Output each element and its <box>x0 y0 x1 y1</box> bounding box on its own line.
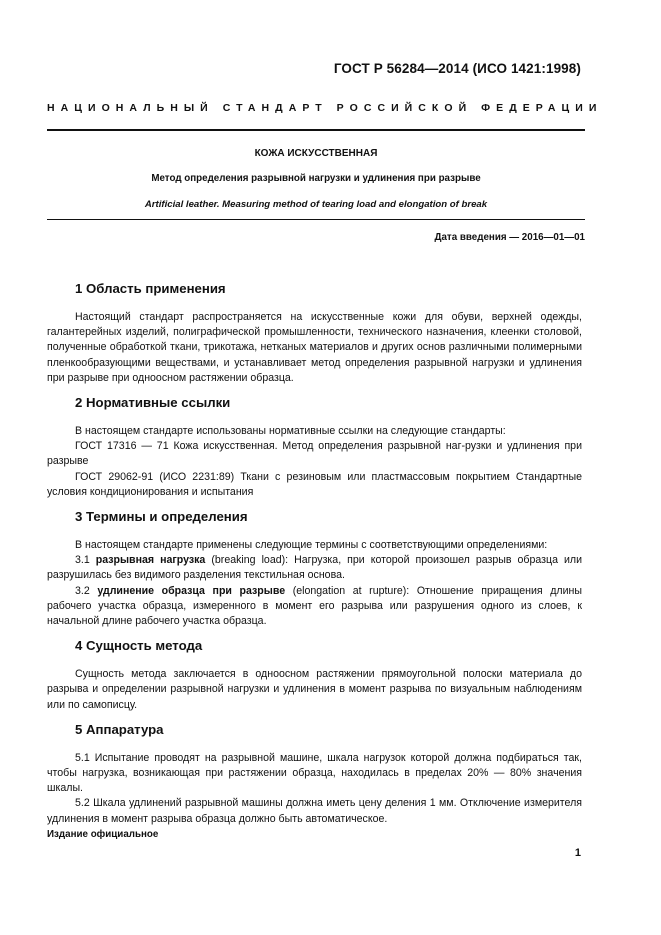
document-title: КОЖА ИСКУССТВЕННАЯ <box>254 148 378 159</box>
section-heading: 4 Сущность метода <box>75 638 203 654</box>
paragraph: Сущность метода заключается в одноосном растяжении прямоугольной полоски материала до разрыва и определении разрывной нагрузки и удлинения в момент разрыва по визуальным наблюдениям или по самописцу. <box>47 668 582 711</box>
paragraph: В настоящем стандарте использованы нормативные ссылки на следующие стандарты: <box>75 425 506 438</box>
term-definition <box>47 584 582 630</box>
section-references <box>47 394 582 500</box>
section-heading: 1 Область применения <box>75 281 226 296</box>
term-number: 3.1 <box>75 554 90 567</box>
paragraph: 5.2 Шкала удлинений разрывной машины должна иметь цену деления 1 мм. Отключение измерителя удлинения в момент разрыва образца должно быть автоматическое. <box>47 797 582 825</box>
english-title: Artificial leather. Measuring method of tearing load and elongation of break <box>144 199 488 210</box>
term-name: разрывная нагрузка <box>95 554 206 567</box>
section-heading: 2 Нормативные ссылки <box>75 395 231 411</box>
official-edition-label: Издание официальное <box>47 829 159 840</box>
section-apparatus <box>47 721 582 827</box>
term-text: (elongation at rupture): Отношение приращения длины рабочего участка образца, измеренного в момент его разрыва или разрушения одного из слоев, к начальной длине рабочего участка образца. <box>47 584 582 628</box>
paragraph: ГОСТ 29062-91 (ИСО 2231:89) Ткани с резиновым или пластмассовым покрытием Стандартные условия кондиционирования и испытания <box>47 470 582 498</box>
term-name: удлинение образца при разрыве <box>97 584 286 597</box>
paragraph: Настоящий стандарт распространяется на искусственные кожи для обуви, верхней одежды, галантерейных изделий, полиграфической промышленности, технического назначения, клеенки столовой, полученные обработкой ткани, трикотажа, нетканых материалов и других основ различными полимерными пленкообразующими веществами, и устанавливает метод определения разрывной нагрузки и удлинения при разрыве при одноосном растяжении образца. <box>47 311 582 384</box>
document-subtitle: Метод определения разрывной нагрузки и удлинения при разрыве <box>151 173 481 184</box>
term-text: (breaking load): Нагрузка, при которой произошел разрыв образца или разрушилась без видимого разделения текстильная основа. <box>47 554 583 582</box>
term-number: 3.2 <box>75 584 90 597</box>
paragraph: В настоящем стандарте применены следующие термины с соответствующими определениями: <box>75 539 548 552</box>
standard-designation: ГОСТ Р 56284—2014 (ИСО 1421:1998) <box>333 61 581 76</box>
paragraph: ГОСТ 17316 — 71 Кожа искусственная. Метод определения разрывной наг-рузки и удлинения при разрыве <box>47 440 582 468</box>
title-rule <box>47 219 585 220</box>
page-number: 1 <box>574 847 581 859</box>
paragraph: 5.1 Испытание проводят на разрывной машине, шкала нагрузок которой должна подбираться так, чтобы нагрузка, возникающая при растяжении образца, находилась в пределах 20% — 80% значения шкалы. <box>47 751 582 795</box>
section-heading: 5 Аппаратура <box>75 721 164 737</box>
national-standard-heading: НАЦИОНАЛЬНЫЙ СТАНДАРТ РОССИЙСКОЙ ФЕДЕРАЦИИ <box>47 102 603 114</box>
header-rule <box>47 129 585 131</box>
section-terms <box>47 508 582 629</box>
section-scope <box>47 280 582 386</box>
section-heading: 3 Термины и определения <box>75 509 248 525</box>
term-definition <box>47 553 582 583</box>
effective-date: Дата введения — 2016—01—01 <box>434 232 585 243</box>
document-body <box>47 280 582 835</box>
section-method <box>47 637 582 713</box>
